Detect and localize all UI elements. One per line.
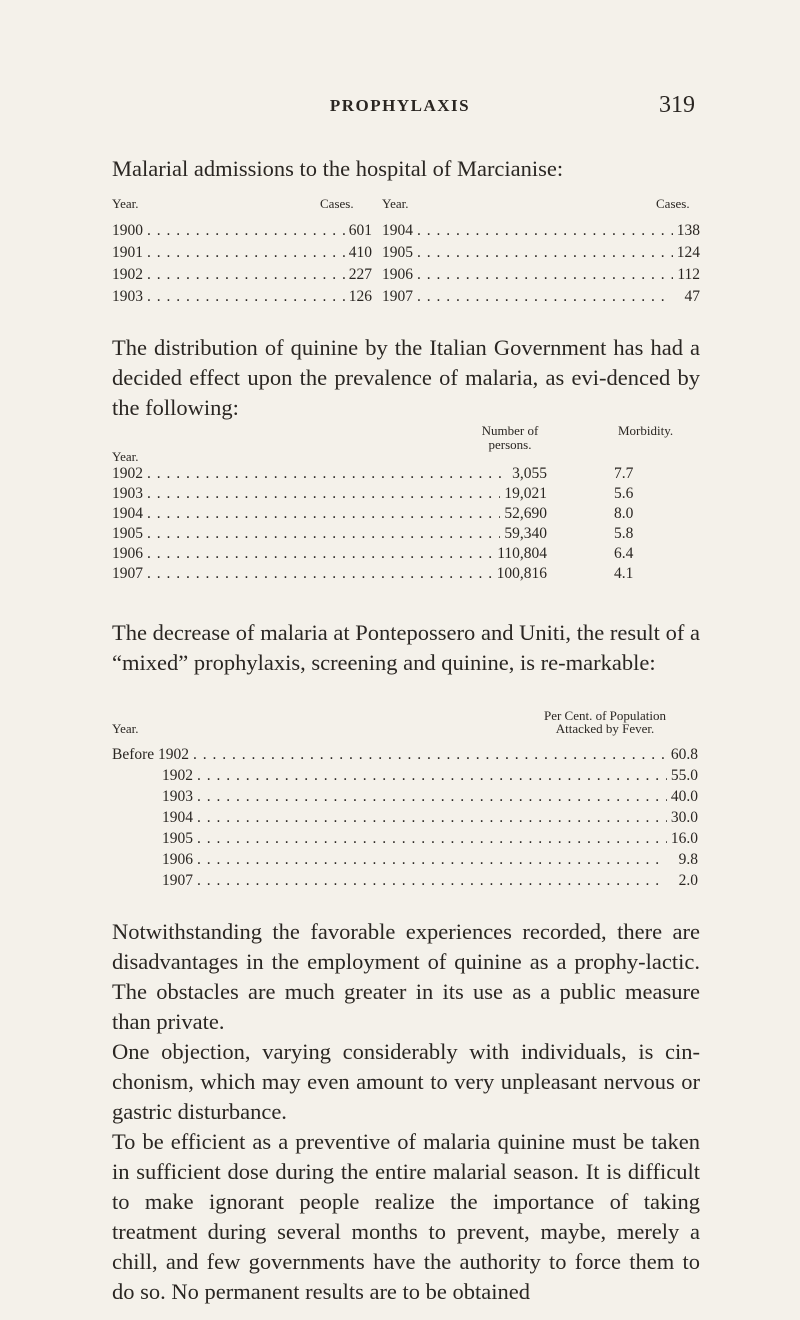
col-year: Year. xyxy=(112,721,139,736)
year-cell: 1903 xyxy=(162,788,193,805)
col-year-right: Year. xyxy=(382,196,409,211)
year-cell: 1907 xyxy=(112,565,143,582)
pct-cell: 9.8 xyxy=(678,851,698,868)
persons-cell: 59,340 xyxy=(504,525,547,542)
paragraph: One objection, varying considerably with individuals, is cin-chonism, which may even amount to very unpleasant nervous or gastric disturbance. xyxy=(112,1039,700,1124)
col-pct-line1: Per Cent. of Population xyxy=(543,708,667,723)
table-row xyxy=(162,851,698,869)
cases-cell: 410 xyxy=(348,244,372,261)
pct-cell: 60.8 xyxy=(670,746,698,763)
table-row xyxy=(382,222,700,240)
year-cell: 1906 xyxy=(382,266,413,283)
morbidity-cell: 4.1 xyxy=(614,565,634,582)
pct-cell: 55.0 xyxy=(670,767,698,784)
persons-cell: 52,690 xyxy=(504,505,547,522)
cases-cell: 227 xyxy=(348,266,372,283)
table-row xyxy=(112,565,547,583)
table-row xyxy=(382,244,700,262)
year-cell: 1906 xyxy=(162,851,193,868)
running-head: PROPHYLAXIS xyxy=(329,96,471,115)
year-cell: 1906 xyxy=(112,545,143,562)
pct-cell: 16.0 xyxy=(670,830,698,847)
table-row xyxy=(162,809,698,827)
paragraph: The decrease of malaria at Pontepossero and Uniti, the result of a “mixed” prophylaxis, screening and quinine, is re-markable: xyxy=(112,620,700,675)
table-row xyxy=(112,222,372,240)
persons-cell: 19,021 xyxy=(504,485,547,502)
morbidity-cell: 5.6 xyxy=(614,485,634,502)
year-cell: Before 1902 xyxy=(112,746,190,763)
year-cell: 1902 xyxy=(112,266,143,283)
cases-cell: 138 xyxy=(676,222,700,239)
col-cases-right: Cases. xyxy=(656,196,690,211)
table-row xyxy=(112,505,547,523)
col-year-left: Year. xyxy=(112,196,139,211)
year-cell: 1904 xyxy=(382,222,413,239)
year-cell: 1904 xyxy=(162,809,193,826)
table-row xyxy=(112,485,547,503)
year-cell: 1903 xyxy=(112,288,143,305)
pct-cell: 2.0 xyxy=(678,872,698,889)
year-cell: 1903 xyxy=(112,485,143,502)
persons-cell: 110,804 xyxy=(497,545,547,562)
cases-cell: 47 xyxy=(684,288,700,305)
table-row xyxy=(162,788,698,806)
table-row xyxy=(112,465,547,483)
cases-cell: 112 xyxy=(677,266,700,283)
cases-cell: 126 xyxy=(348,288,372,305)
morbidity-cell: 5.8 xyxy=(614,525,634,542)
page-number: 319 xyxy=(659,92,695,118)
cases-cell: 601 xyxy=(348,222,372,239)
col-year: Year. xyxy=(112,449,139,464)
table-row xyxy=(112,525,547,543)
table-row xyxy=(162,767,698,785)
morbidity-cell: 6.4 xyxy=(614,545,634,562)
year-cell: 1905 xyxy=(162,830,193,847)
morbidity-cell: 8.0 xyxy=(614,505,634,522)
year-cell: 1902 xyxy=(112,465,143,482)
table-row xyxy=(112,266,372,284)
col-number-of: Number of xyxy=(481,423,539,438)
year-cell: 1905 xyxy=(112,525,143,542)
table-row xyxy=(112,545,547,563)
pct-cell: 30.0 xyxy=(670,809,698,826)
morbidity-cell: 7.7 xyxy=(614,465,634,482)
table-row xyxy=(162,872,698,890)
table-row xyxy=(162,830,698,848)
year-cell: 1904 xyxy=(112,505,143,522)
year-cell: 1905 xyxy=(382,244,413,261)
paragraph: To be efficient as a preventive of malaria quinine must be taken in sufficient dose during the entire malarial season. It is difficult to make ignorant people realize the importance of taking treatment during several months to prevent, maybe, merely a chill, and few governments have the authority to force them to do so. No permanent results are to be obtained xyxy=(112,1129,700,1304)
persons-cell: 100,816 xyxy=(496,565,547,582)
table-row xyxy=(112,288,372,306)
table-row xyxy=(382,288,700,306)
cases-cell: 124 xyxy=(676,244,700,261)
year-cell: 1907 xyxy=(162,872,193,889)
year-cell: 1907 xyxy=(382,288,413,305)
col-cases-left: Cases. xyxy=(320,196,354,211)
year-cell: 1902 xyxy=(162,767,193,784)
paragraph: The distribution of quinine by the Italian Government has had a decided effect upon the prevalence of malaria, as evi-denced by the following: xyxy=(112,335,700,420)
paragraph: Notwithstanding the favorable experiences recorded, there are disadvantages in the employment of quinine as a prophy-lactic. The obstacles are much greater in its use as a public measure than private. xyxy=(112,919,700,1034)
col-morbidity: Morbidity. xyxy=(618,423,674,438)
col-persons: persons. xyxy=(488,437,532,452)
table-row xyxy=(112,244,372,262)
section1-title: Malarial admissions to the hospital of Marcianise: xyxy=(112,156,564,181)
page-header xyxy=(0,92,800,132)
pct-cell: 40.0 xyxy=(670,788,698,805)
table-row xyxy=(382,266,700,284)
year-cell: 1901 xyxy=(112,244,143,261)
year-cell: 1900 xyxy=(112,222,143,239)
col-pct-line2: Attacked by Fever. xyxy=(555,721,655,736)
table-row xyxy=(112,746,698,764)
persons-cell: 3,055 xyxy=(512,465,547,482)
